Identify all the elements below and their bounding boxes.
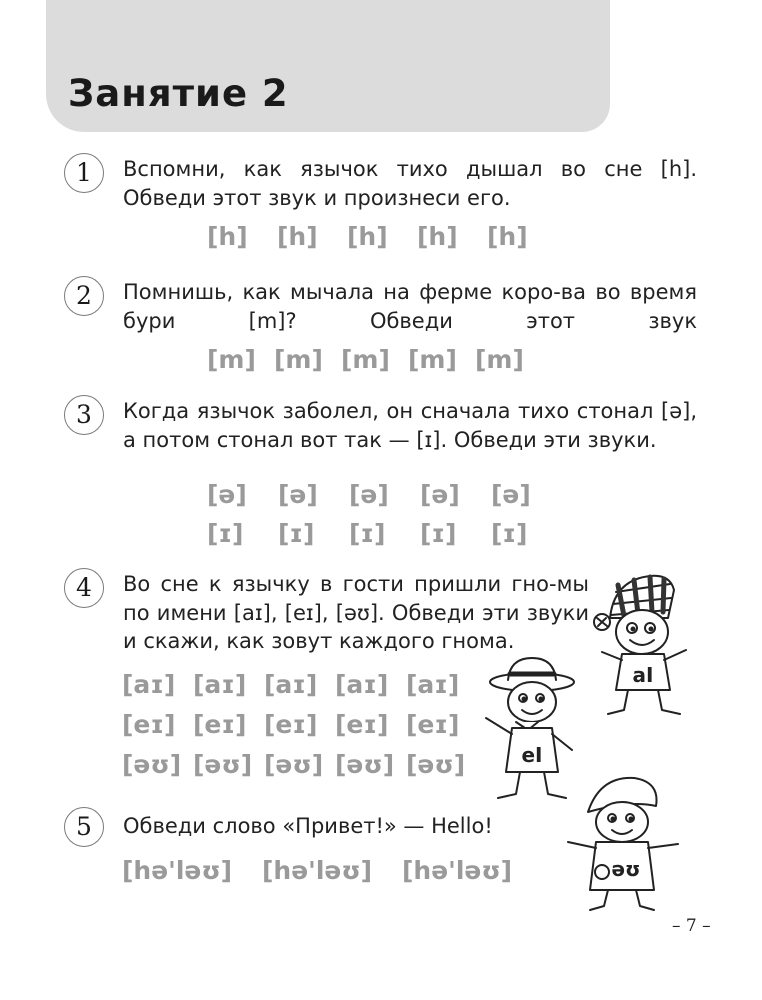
sound-item[interactable]: [eɪ]	[122, 710, 176, 739]
sound-item[interactable]: [m]	[274, 345, 323, 374]
sound-item[interactable]: [aɪ]	[122, 670, 176, 699]
sound-item[interactable]: [ə]	[349, 480, 389, 509]
sound-item[interactable]: [eɪ]	[193, 710, 247, 739]
gnome-ou-label: əʊ	[611, 857, 641, 881]
task-3-text: Когда язычок заболел, он сначала тихо стонал [ə], а потом стонал вот так — [ɪ]. Обведи эти звуки.	[123, 399, 697, 452]
sound-item[interactable]: [aɪ]	[193, 670, 247, 699]
task-3-number: 3	[64, 395, 104, 435]
task-2-sounds	[207, 345, 542, 374]
sound-item[interactable]: [əʊ]	[122, 750, 182, 779]
sound-item[interactable]: [m]	[207, 345, 256, 374]
task-2-text: Помнишь, как мычала на ферме коро-ва во время бури [m]? Обведи этот звук	[123, 280, 697, 333]
sound-item[interactable]: [əʊ]	[335, 750, 395, 779]
task-4-sounds-ou	[122, 750, 477, 779]
sound-item[interactable]: [ɪ]	[278, 519, 315, 548]
sound-item[interactable]: [aɪ]	[335, 670, 389, 699]
sound-item[interactable]: [h]	[417, 222, 458, 251]
task-4-sounds-ai	[122, 670, 477, 699]
sound-item[interactable]: [ə]	[207, 480, 247, 509]
task-1-number: 1	[64, 153, 104, 193]
sound-item[interactable]: [əʊ]	[193, 750, 253, 779]
task-4-number: 4	[64, 568, 104, 608]
word-item[interactable]: [hə'ləʊ]	[122, 856, 233, 885]
sound-item[interactable]: [əʊ]	[264, 750, 324, 779]
gnome-ai-label: aI	[632, 663, 654, 687]
page-title: Занятие 2	[68, 72, 289, 115]
sound-item[interactable]: [m]	[408, 345, 457, 374]
task-1-text: Вспомни, как язычок тихо дышал во сне [h]. Обведи этот звук и произнеси его.	[123, 157, 697, 210]
gnome-ei-label: eI	[521, 743, 543, 767]
sound-item[interactable]: [ɪ]	[420, 519, 457, 548]
sound-item[interactable]: [aɪ]	[406, 670, 460, 699]
task-5-number: 5	[64, 807, 104, 847]
sound-item[interactable]: [ɪ]	[207, 519, 244, 548]
sound-item[interactable]: [h]	[487, 222, 528, 251]
sound-item[interactable]: [ɪ]	[491, 519, 528, 548]
task-4-text: Во сне к язычку в гости пришли гно-мы по имени [aɪ], [eɪ], [əʊ]. Обведи эти звуки и скажи, как зовут каждого гнома.	[123, 572, 589, 653]
sound-item[interactable]: [ə]	[491, 480, 531, 509]
sound-item[interactable]: [aɪ]	[264, 670, 318, 699]
task-1-sounds	[207, 222, 557, 251]
sound-item[interactable]: [eɪ]	[406, 710, 460, 739]
task-5-text: Обведи слово «Привет!» — Hello!	[123, 814, 493, 838]
sound-item[interactable]: [m]	[475, 345, 524, 374]
word-item[interactable]: [hə'ləʊ]	[262, 856, 373, 885]
lesson-header	[46, 0, 610, 132]
sound-item[interactable]: [h]	[347, 222, 388, 251]
sound-item[interactable]: [eɪ]	[264, 710, 318, 739]
gnome-ou-illustration	[560, 772, 685, 917]
sound-item[interactable]: [ə]	[420, 480, 460, 509]
sound-item[interactable]: [əʊ]	[406, 750, 466, 779]
gnome-ai-illustration	[588, 570, 703, 720]
sound-item[interactable]: [eɪ]	[335, 710, 389, 739]
sound-item[interactable]: [ə]	[278, 480, 318, 509]
task-3-sounds-schwa	[207, 480, 562, 509]
sound-item[interactable]: [ɪ]	[349, 519, 386, 548]
page-number: – 7 –	[672, 916, 711, 936]
word-item[interactable]: [hə'ləʊ]	[402, 856, 513, 885]
task-2-number: 2	[64, 276, 104, 316]
task-4-sounds-ei	[122, 710, 477, 739]
sound-item[interactable]: [m]	[341, 345, 390, 374]
sound-item[interactable]: [h]	[277, 222, 318, 251]
sound-item[interactable]: [h]	[207, 222, 248, 251]
task-5-words	[122, 856, 542, 885]
task-3-sounds-i	[207, 519, 562, 548]
